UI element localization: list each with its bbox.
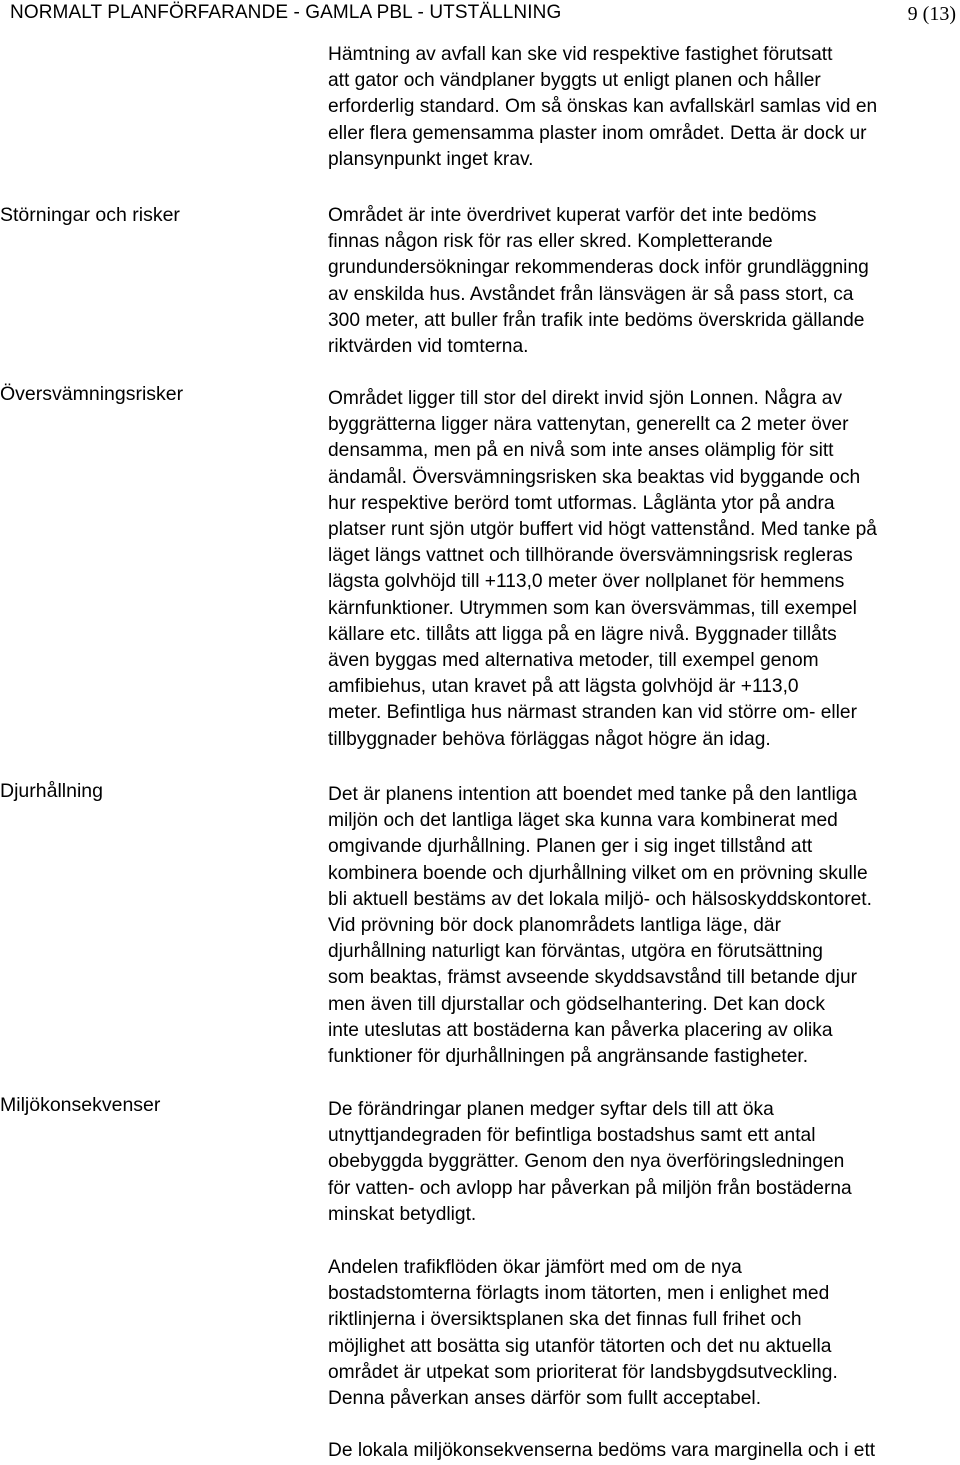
text-line: Det är planens intention att boendet med tanke på den lantliga — [328, 784, 858, 805]
text-line: 300 meter, att buller från trafik inte bedöms överskrida gällande — [328, 309, 865, 331]
text-line: att gator och vändplaner byggts ut enligt planen och håller — [328, 70, 821, 92]
text-line: miljön och det lantliga läget ska kunna vara kombinerat med — [328, 810, 838, 832]
page-header — [0, 0, 960, 28]
text-line: hur respektive berörd tomt utformas. Låglänta ytor på andra — [328, 492, 835, 514]
paragraph-disturbances-risks — [328, 203, 960, 360]
text-line: obebyggda byggrätter. Genom den nya överföringsledningen — [328, 1151, 845, 1173]
text-line: även byggas med alternativa metoder, till exempel genom — [328, 650, 819, 672]
text-line: men även till djurstallar och gödselhantering. Det kan dock — [328, 993, 826, 1015]
text-line: meter. Befintliga hus närmast stranden kan vid större om- eller — [328, 702, 857, 724]
section-label-animal-husbandry: Djurhållning — [0, 780, 103, 802]
text-line: erforderlig standard. Om så önskas kan avfallskärl samlas vid en — [328, 96, 878, 118]
section-label-environmental-consequences: Miljökonsekvenser — [0, 1094, 161, 1116]
paragraph-animal-husbandry — [328, 782, 960, 1070]
text-line: amfibiehus, utan kravet på att lägsta golvhöjd är +113,0 — [328, 676, 799, 698]
text-line: Andelen trafikflöden ökar jämfört med om de nya — [328, 1257, 742, 1278]
text-line: De lokala miljökonsekvenserna bedöms vara marginella och i ett — [328, 1440, 876, 1461]
text-line: källare etc. tillåts att ligga på en lägre nivå. Byggnader tillåts — [328, 623, 837, 645]
paragraph-environmental-consequences — [328, 1097, 960, 1228]
text-line: lägsta golvhöjd till +113,0 meter över nollplanet för hemmens — [328, 571, 845, 593]
text-line: området är utpekat som prioriterat för landsbygdsutveckling. — [328, 1361, 838, 1383]
text-line: De förändringar planen medger syftar dels till att öka — [328, 1099, 774, 1120]
text-line: omgivande djurhållning. Planen ger i sig inget tillstånd att — [328, 836, 813, 858]
text-line: riktlinjerna i översiktsplanen ska det finnas full frihet och — [328, 1309, 802, 1331]
text-line: inte uteslutas att bostäderna kan påverka placering av olika — [328, 1019, 833, 1041]
text-line: Vid prövning bör dock planområdets lantliga läge, där — [328, 915, 781, 937]
section-label-disturbances: Störningar och risker — [0, 204, 180, 226]
text-line: bli aktuell bestäms av det lokala miljö- och hälsoskyddskontoret. — [328, 888, 872, 910]
text-line: densamma, men på en nivå som inte anses olämplig för sitt — [328, 440, 834, 462]
text-line: utnyttjandegraden för befintliga bostadshus samt ett antal — [328, 1125, 816, 1147]
page-number: 9 (13) — [907, 3, 956, 25]
text-line: grundundersökningar rekommenderas dock inför grundläggning — [328, 257, 869, 279]
paragraph-flood-risks — [328, 386, 960, 753]
text-line: läget längs vattnet och tillhörande översvämningsrisk regleras — [328, 545, 853, 567]
text-line: av enskilda hus. Avståndet från länsvägen är så pass stort, ca — [328, 283, 854, 305]
text-line: som beaktas, främst avseende skyddsavstånd till betande djur — [328, 967, 858, 989]
text-line: plansynpunkt inget krav. — [328, 148, 534, 170]
text-line: möjlighet att bosätta sig utanför tätorten och det nu aktuella — [328, 1335, 832, 1357]
document-title: NORMALT PLANFÖRFARANDE - GAMLA PBL - UTSTÄLLNING — [10, 2, 562, 23]
text-line: Hämtning av avfall kan ske vid respektive fastighet förutsatt — [328, 44, 833, 65]
text-line: minskat betydligt. — [328, 1203, 477, 1225]
text-line: Området är inte överdrivet kuperat varför det inte bedöms — [328, 205, 817, 226]
text-line: finnas någon risk för ras eller skred. Kompletterande — [328, 231, 773, 253]
paragraph-waste-collection — [328, 42, 960, 173]
text-line: byggrätterna ligger nära vattenytan, generellt ca 2 meter över — [328, 414, 849, 436]
text-line: ändamål. Översvämningsrisken ska beaktas vid byggande och — [328, 466, 861, 488]
text-line: Området ligger till stor del direkt invid sjön Lonnen. Några av — [328, 388, 843, 409]
text-line: Denna påverkan anses därför som fullt acceptabel. — [328, 1388, 762, 1410]
paragraph-traffic — [328, 1255, 960, 1412]
text-line: kärnfunktioner. Utrymmen som kan översvämmas, till exempel — [328, 597, 857, 619]
paragraph-local-consequences — [328, 1438, 960, 1464]
text-line: för vatten- och avlopp har påverkan på miljön från bostäderna — [328, 1177, 852, 1199]
text-line: bostadstomterna förlagts inom tätorten, men i enlighet med — [328, 1283, 830, 1305]
text-line: platser runt sjön utgör buffert vid högt vattenstånd. Med tanke på — [328, 519, 877, 541]
text-line: kombinera boende och djurhållning vilket om en prövning skulle — [328, 862, 868, 884]
text-line: tillbyggnader behöva förläggas något högre än idag. — [328, 728, 771, 750]
text-line: funktioner för djurhållningen på angränsande fastigheter. — [328, 1046, 809, 1068]
text-line: riktvärden vid tomterna. — [328, 336, 529, 358]
text-line: eller flera gemensamma plaster inom området. Detta är dock ur — [328, 122, 867, 144]
section-label-flood-risks: Översvämningsrisker — [0, 383, 184, 405]
text-line: djurhållning naturligt kan förväntas, utgöra en förutsättning — [328, 941, 823, 963]
